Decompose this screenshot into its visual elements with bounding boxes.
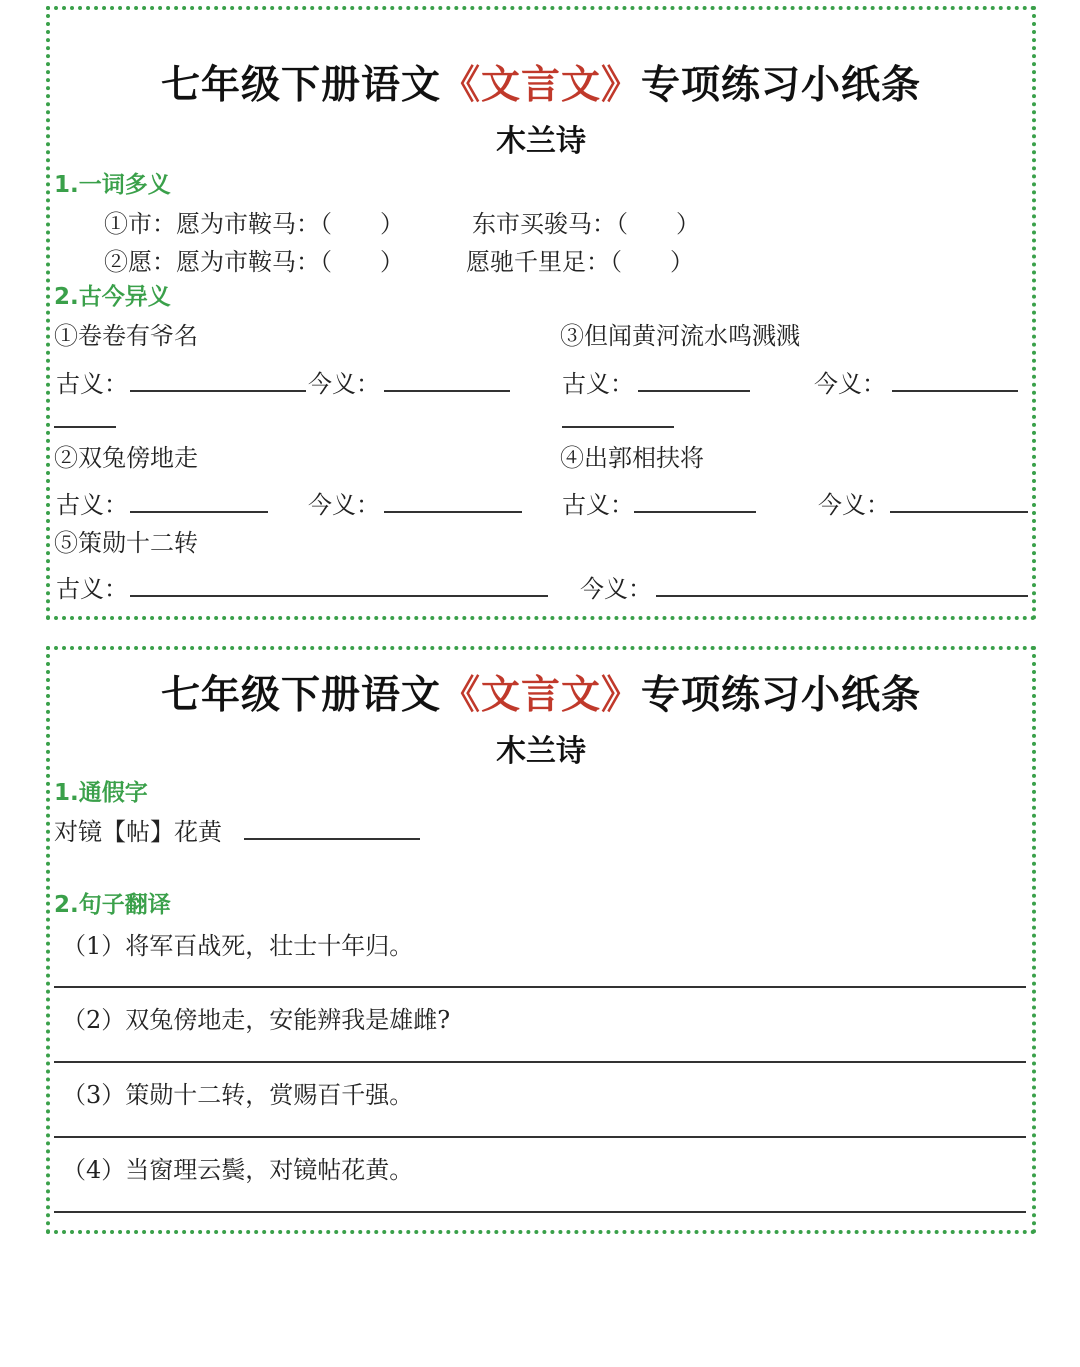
gu-label: 古义： (56, 491, 128, 519)
title-prefix: 七年级下册语文 (160, 673, 441, 718)
polysemy-row2-item1: ②愿：愿为市鞍马：（ ） (104, 248, 404, 276)
answer-blank[interactable] (130, 595, 548, 597)
phrase-item-2: ②双兔傍地走 (54, 444, 198, 472)
translation-answer-line[interactable] (54, 1136, 1026, 1138)
translation-answer-line[interactable] (54, 986, 1026, 988)
gu-label: 古义： (562, 491, 634, 519)
answer-blank[interactable] (892, 390, 1018, 392)
answer-blank[interactable] (130, 390, 306, 392)
title-prefix: 七年级下册语文 (160, 63, 441, 108)
phrase-item-1: ①卷卷有爷名 (54, 322, 198, 350)
answer-blank[interactable] (54, 426, 116, 428)
gu-label: 古义： (56, 575, 128, 603)
translation-answer-line[interactable] (54, 1061, 1026, 1063)
answer-blank[interactable] (634, 511, 756, 513)
polysemy-row2-item2: 愿驰千里足：（ ） (466, 248, 694, 276)
answer-blank[interactable] (562, 426, 674, 428)
answer-blank[interactable] (890, 511, 1028, 513)
jin-label: 今义： (308, 491, 380, 519)
translation-sentence-4: （4）当窗理云鬓，对镜帖花黄。 (62, 1156, 414, 1184)
title-suffix: 专项练习小纸条 (641, 63, 922, 108)
tongjiazi-item: 对镜【帖】花黄 (54, 818, 222, 846)
section-heading-translation: 2.句子翻译 (54, 892, 171, 918)
section-heading-ancient-modern: 2.古今异义 (54, 284, 171, 310)
card1-subtitle: 木兰诗 (496, 124, 586, 159)
phrase-item-5: ⑤策勋十二转 (54, 529, 198, 557)
phrase-item-4: ④出郭相扶将 (560, 444, 704, 472)
jin-label: 今义： (818, 491, 890, 519)
answer-blank[interactable] (384, 390, 510, 392)
card2-subtitle: 木兰诗 (496, 734, 586, 769)
translation-sentence-1: （1）将军百战死，壮士十年归。 (62, 932, 414, 960)
jin-label: 今义： (308, 370, 380, 398)
answer-blank[interactable] (130, 511, 268, 513)
worksheet-card-2 (46, 646, 1036, 1234)
answer-blank[interactable] (384, 511, 522, 513)
translation-answer-line[interactable] (54, 1211, 1026, 1213)
card2-title (50, 664, 1032, 720)
answer-blank[interactable] (244, 838, 420, 840)
jin-label: 今义： (814, 370, 886, 398)
worksheet-card-1 (46, 6, 1036, 620)
gu-label: 古义： (562, 370, 634, 398)
section-heading-polysemy: 1.一词多义 (54, 172, 171, 198)
title-suffix: 专项练习小纸条 (641, 673, 922, 718)
translation-sentence-3: （3）策勋十二转，赏赐百千强。 (62, 1081, 414, 1109)
polysemy-row1-item1: ①市：愿为市鞍马：（ ） (104, 210, 404, 238)
title-highlight: 《文言文》 (440, 673, 641, 718)
answer-blank[interactable] (656, 595, 1028, 597)
answer-blank[interactable] (638, 390, 750, 392)
phrase-item-3: ③但闻黄河流水鸣溅溅 (560, 322, 800, 350)
section-heading-tongjiazi: 1.通假字 (54, 780, 148, 806)
card1-title (50, 54, 1032, 110)
title-highlight: 《文言文》 (440, 63, 641, 108)
jin-label: 今义： (580, 575, 652, 603)
gu-label: 古义： (56, 370, 128, 398)
polysemy-row1-item2: 东市买骏马：（ ） (472, 210, 700, 238)
translation-sentence-2: （2）双兔傍地走，安能辨我是雄雌? (62, 1006, 451, 1034)
